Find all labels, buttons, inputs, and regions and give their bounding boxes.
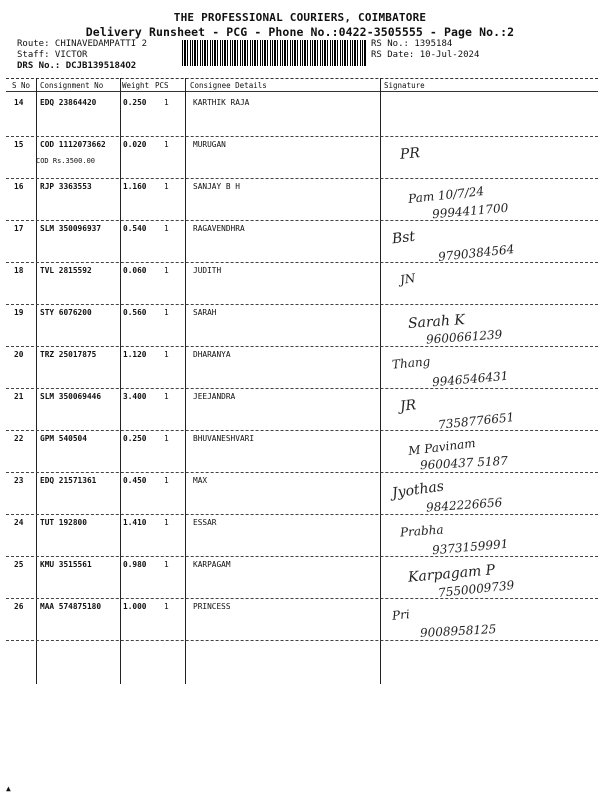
row-signature-phone: 7358776651 bbox=[437, 410, 515, 432]
row-signature: JR bbox=[399, 397, 417, 415]
row-consignment-no: SLM 350096937 bbox=[40, 224, 102, 233]
col-divider bbox=[185, 78, 186, 684]
row-weight: 0.450 bbox=[123, 476, 147, 485]
row-signature-phone: 9946546431 bbox=[431, 368, 509, 390]
col-header-pcs: PCS bbox=[155, 81, 169, 90]
col-divider bbox=[380, 78, 381, 684]
row-pcs: 1 bbox=[164, 476, 169, 485]
col-header-weight: Weight bbox=[122, 81, 150, 90]
row-pcs: 1 bbox=[164, 182, 169, 191]
row-signature-phone: 9790384564 bbox=[437, 242, 515, 264]
col-header-sno: S No bbox=[12, 81, 31, 90]
row-divider bbox=[6, 346, 598, 347]
row-divider bbox=[6, 472, 598, 473]
barcode bbox=[182, 40, 366, 66]
row-pcs: 1 bbox=[164, 350, 169, 359]
row-sno: 22 bbox=[14, 434, 24, 443]
row-signature-phone: 9600661239 bbox=[425, 327, 503, 347]
row-sno: 17 bbox=[14, 224, 24, 233]
row-consignment-no: STY 6076200 bbox=[40, 308, 92, 317]
row-sno: 25 bbox=[14, 560, 24, 569]
row-sno: 24 bbox=[14, 518, 24, 527]
company-title: THE PROFESSIONAL COURIERS, COIMBATORE bbox=[173, 11, 427, 24]
row-divider bbox=[6, 640, 598, 641]
row-signature-phone: 9994411700 bbox=[431, 200, 509, 222]
row-divider bbox=[6, 220, 598, 221]
row-signature: Sarah K bbox=[407, 312, 466, 332]
route-label: Route: CHINAVEDAMPATTI 2 bbox=[17, 39, 148, 49]
row-consignee-name: DHARANYA bbox=[193, 350, 231, 359]
row-pcs: 1 bbox=[164, 518, 169, 527]
row-weight: 1.160 bbox=[123, 182, 147, 191]
row-consignee-name: MAX bbox=[193, 476, 208, 485]
staff-label: Staff: VICTOR bbox=[17, 50, 88, 60]
row-pcs: 1 bbox=[164, 308, 169, 317]
row-weight: 1.410 bbox=[123, 518, 147, 527]
table-header-line bbox=[6, 91, 598, 92]
row-consignment-no: SLM 350069446 bbox=[40, 392, 102, 401]
row-consignment-no: EDQ 21571361 bbox=[40, 476, 97, 485]
row-weight: 3.400 bbox=[123, 392, 147, 401]
row-signature: Thang bbox=[391, 354, 431, 372]
row-consignment-no: EDQ 23864420 bbox=[40, 98, 97, 107]
row-consignee-name: RAGAVENDHRA bbox=[193, 224, 245, 233]
row-consignee-name: KARTHIK RAJA bbox=[193, 98, 250, 107]
row-consignee-name: SARAH bbox=[193, 308, 217, 317]
row-divider bbox=[6, 178, 598, 179]
row-signature: Jyothas bbox=[391, 478, 445, 502]
row-cod-note: COD Rs.3500.00 bbox=[36, 157, 96, 165]
row-pcs: 1 bbox=[164, 392, 169, 401]
row-signature: Prabha bbox=[399, 522, 444, 540]
table-top-line bbox=[6, 78, 598, 79]
row-weight: 0.020 bbox=[123, 140, 147, 149]
row-weight: 0.250 bbox=[123, 434, 147, 443]
row-consignment-no: GPM 540504 bbox=[40, 434, 87, 443]
row-signature: Karpagam P bbox=[407, 562, 496, 586]
row-signature-phone: 9373159991 bbox=[431, 536, 509, 558]
row-consignee-name: JUDITH bbox=[193, 266, 222, 275]
row-sno: 14 bbox=[14, 98, 24, 107]
row-consignee-name: JEEJANDRA bbox=[193, 392, 236, 401]
row-divider bbox=[6, 304, 598, 305]
row-consignment-no: COD 1112073662 bbox=[40, 140, 106, 149]
row-divider bbox=[6, 514, 598, 515]
row-signature: M Pavinam bbox=[407, 435, 477, 459]
row-signature: Pri bbox=[391, 607, 411, 623]
row-signature-phone: 9600437 5187 bbox=[419, 453, 509, 473]
row-weight: 0.980 bbox=[123, 560, 147, 569]
col-header-signature: Signature bbox=[384, 81, 425, 90]
row-signature: PR bbox=[399, 145, 421, 163]
row-signature-phone: 9842226656 bbox=[425, 495, 503, 515]
page-mark: ▲ bbox=[6, 784, 11, 793]
row-consignee-name: KARPAGAM bbox=[193, 560, 231, 569]
row-signature-phone: 9008958125 bbox=[419, 622, 497, 640]
row-pcs: 1 bbox=[164, 434, 169, 443]
row-divider bbox=[6, 388, 598, 389]
row-weight: 0.540 bbox=[123, 224, 147, 233]
row-divider bbox=[6, 556, 598, 557]
row-pcs: 1 bbox=[164, 224, 169, 233]
row-sno: 20 bbox=[14, 350, 24, 359]
row-consignee-name: MURUGAN bbox=[193, 140, 226, 149]
row-sno: 15 bbox=[14, 140, 24, 149]
row-divider bbox=[6, 136, 598, 137]
row-sno: 23 bbox=[14, 476, 24, 485]
row-consignment-no: RJP 3363553 bbox=[40, 182, 92, 191]
row-sno: 26 bbox=[14, 602, 24, 611]
row-signature: Bst bbox=[391, 228, 416, 248]
row-consignee-name: ESSAR bbox=[193, 518, 217, 527]
row-sno: 19 bbox=[14, 308, 24, 317]
row-divider bbox=[6, 262, 598, 263]
rs-number: RS No.: 1395184 bbox=[371, 39, 453, 49]
row-sno: 21 bbox=[14, 392, 24, 401]
row-consignee-name: PRINCESS bbox=[193, 602, 231, 611]
row-divider bbox=[6, 430, 598, 431]
row-pcs: 1 bbox=[164, 140, 169, 149]
row-consignee-name: SANJAY B H bbox=[193, 182, 240, 191]
row-signature: Pam 10/7/24 bbox=[407, 184, 485, 206]
drs-number: DRS No.: DCJB1395184O2 bbox=[17, 61, 137, 71]
row-weight: 0.250 bbox=[123, 98, 147, 107]
col-header-consignee: Consignee Details bbox=[190, 81, 267, 90]
runsheet-subtitle: Delivery Runsheet - PCG - Phone No.:0422-3505555 - Page No.:2 bbox=[85, 25, 515, 39]
row-signature-phone: 7550009739 bbox=[437, 578, 515, 600]
col-divider bbox=[36, 78, 37, 684]
row-weight: 0.560 bbox=[123, 308, 147, 317]
row-consignee-name: BHUVANESHVARI bbox=[193, 434, 255, 443]
row-weight: 0.060 bbox=[123, 266, 147, 275]
row-sno: 16 bbox=[14, 182, 24, 191]
row-divider bbox=[6, 598, 598, 599]
rs-date: RS Date: 10-Jul-2024 bbox=[371, 50, 480, 60]
row-pcs: 1 bbox=[164, 560, 169, 569]
row-sno: 18 bbox=[14, 266, 24, 275]
row-consignment-no: TVL 2815592 bbox=[40, 266, 92, 275]
row-pcs: 1 bbox=[164, 266, 169, 275]
col-divider bbox=[120, 78, 121, 684]
row-weight: 1.120 bbox=[123, 350, 147, 359]
row-consignment-no: KMU 3515561 bbox=[40, 560, 92, 569]
row-weight: 1.000 bbox=[123, 602, 147, 611]
col-header-consignment: Consignment No bbox=[40, 81, 104, 90]
row-consignment-no: TRZ 25017875 bbox=[40, 350, 97, 359]
row-pcs: 1 bbox=[164, 602, 169, 611]
row-consignment-no: MAA 574875180 bbox=[40, 602, 102, 611]
row-pcs: 1 bbox=[164, 98, 169, 107]
row-signature: JN bbox=[399, 271, 417, 287]
row-consignment-no: TUT 192800 bbox=[40, 518, 87, 527]
